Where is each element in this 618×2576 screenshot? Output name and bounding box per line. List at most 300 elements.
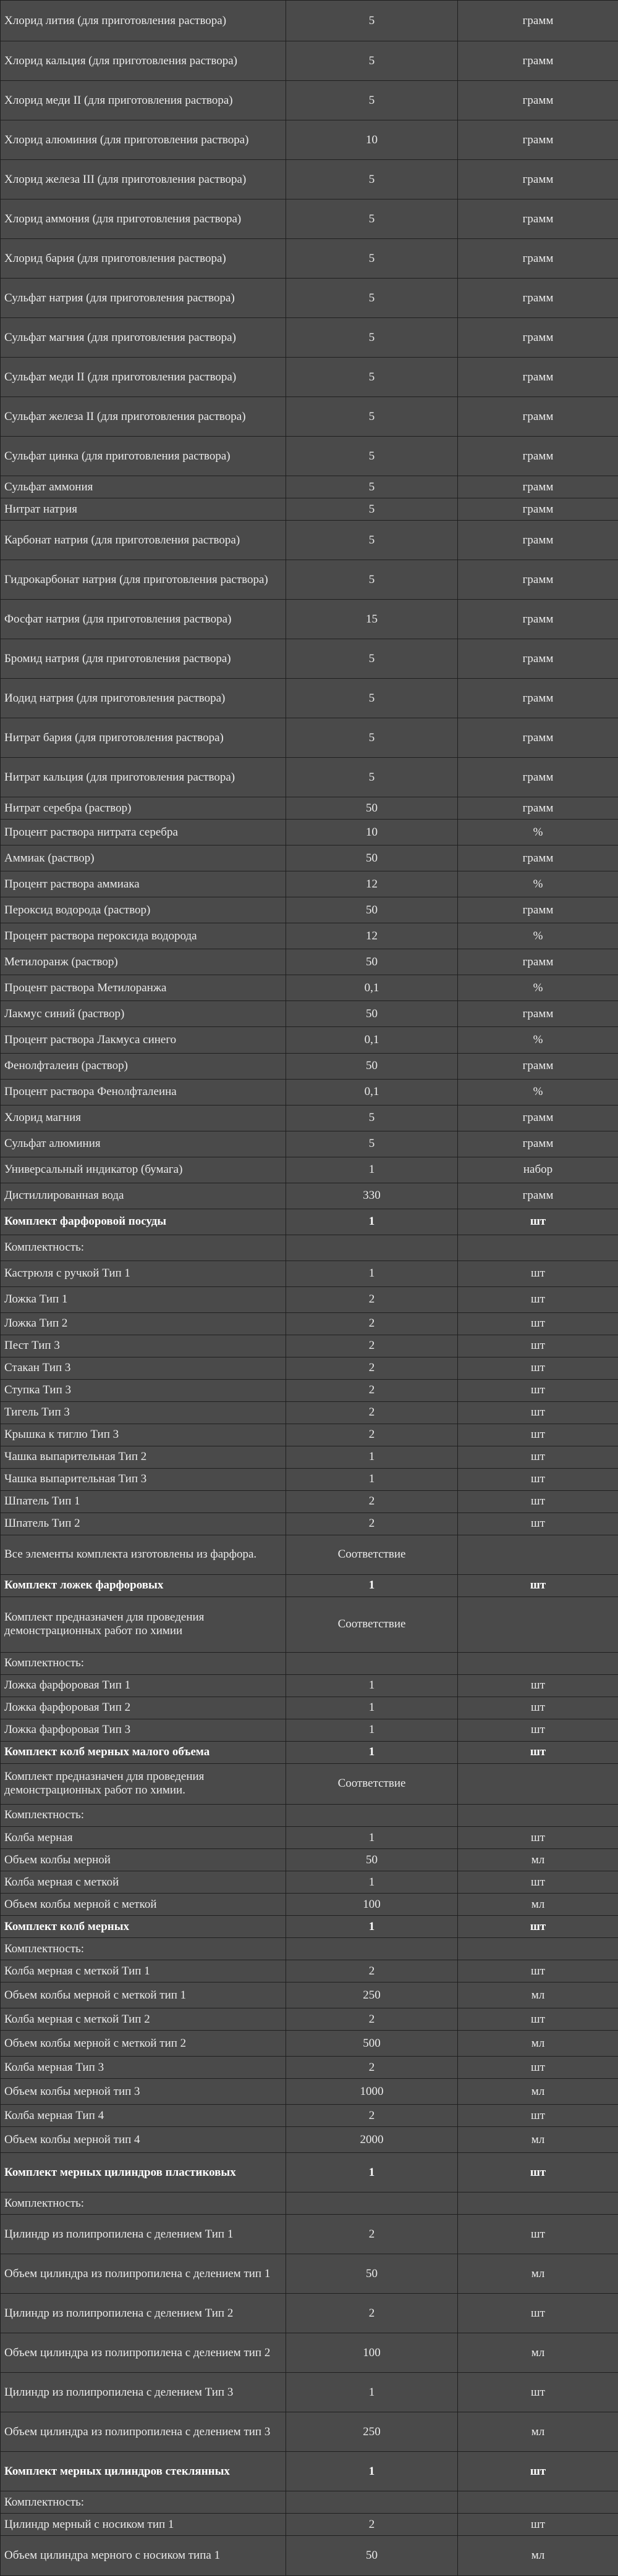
table-row (1, 2008, 618, 2031)
item-name-cell: Дистиллированная вода (1, 1183, 286, 1209)
unit-cell: грамм (458, 845, 618, 871)
unit-cell: % (458, 975, 618, 1001)
table-row (1, 1401, 618, 1424)
table-row (1, 871, 618, 897)
item-name-cell: Хлорид магния (1, 1105, 286, 1131)
quantity-cell: 5 (286, 521, 458, 560)
quantity-cell: 10 (286, 120, 458, 160)
quantity-cell: 1 (286, 1827, 458, 1849)
unit-cell: шт (458, 1871, 618, 1894)
unit-cell: грамм (458, 279, 618, 318)
table-row (1, 1894, 618, 1916)
unit-cell: шт (458, 1468, 618, 1490)
item-name-cell: Ложка фарфоровая Тип 3 (1, 1719, 286, 1741)
table-row (1, 199, 618, 239)
table-row (1, 1335, 618, 1357)
unit-cell: грамм (458, 679, 618, 718)
table-row (1, 2412, 618, 2452)
table-row (1, 1490, 618, 1512)
item-name-cell: Тигель Тип 3 (1, 1401, 286, 1424)
item-name-cell: Карбонат натрия (для приготовления раствора) (1, 521, 286, 560)
unit-cell: шт (458, 1335, 618, 1357)
unit-cell: грамм (458, 1105, 618, 1131)
quantity-cell: 50 (286, 1053, 458, 1079)
item-name-cell: Процент раствора пероксида водорода (1, 923, 286, 949)
table-row (1, 279, 618, 318)
unit-cell: мл (458, 2412, 618, 2452)
table-row (1, 160, 618, 199)
quantity-cell: 50 (286, 897, 458, 923)
table-row (1, 2333, 618, 2373)
item-name-cell: Кастрюля с ручкой Тип 1 (1, 1261, 286, 1286)
item-name-cell: Нитрат натрия (1, 498, 286, 521)
unit-cell: % (458, 1027, 618, 1053)
table-row (1, 845, 618, 871)
unit-cell: грамм (458, 797, 618, 820)
item-name-cell: Нитрат бария (для приготовления раствора) (1, 718, 286, 758)
table-row (1, 1079, 618, 1105)
item-name-cell: Колба мерная (1, 1827, 286, 1849)
unit-cell: грамм (458, 41, 618, 81)
table-row (1, 120, 618, 160)
table-row (1, 1, 618, 41)
item-name-cell: Гидрокарбонат натрия (для приготовления раствора) (1, 560, 286, 600)
quantity-cell: 10 (286, 820, 458, 845)
table-row (1, 318, 618, 358)
table-row (1, 1763, 618, 1804)
item-name-cell: Стакан Тип 3 (1, 1357, 286, 1379)
unit-cell: шт (458, 1490, 618, 1512)
item-name-cell: Комплектность: (1, 1938, 286, 1960)
item-name-cell: Колба мерная с меткой Тип 2 (1, 2008, 286, 2031)
table-row (1, 1804, 618, 1826)
item-name-cell: Сульфат алюминия (1, 1131, 286, 1157)
item-name-cell: Цилиндр из полипропилена с делением Тип 1 (1, 2215, 286, 2254)
quantity-cell: 5 (286, 498, 458, 521)
unit-cell: грамм (458, 437, 618, 476)
quantity-cell: 5 (286, 639, 458, 679)
table-row (1, 2536, 618, 2576)
quantity-cell (286, 1652, 458, 1674)
table-row (1, 476, 618, 498)
item-name-cell: Лакмус синий (раствор) (1, 1001, 286, 1027)
table-row (1, 1719, 618, 1741)
quantity-cell: Соответствие (286, 1535, 458, 1574)
item-name-cell: Комплект колб мерных (1, 1916, 286, 1938)
table-row (1, 1982, 618, 2008)
quantity-cell: 5 (286, 41, 458, 81)
quantity-cell: 5 (286, 81, 458, 120)
table-section-row (1, 1209, 618, 1235)
quantity-cell: 250 (286, 2412, 458, 2452)
table-row (1, 358, 618, 397)
unit-cell: грамм (458, 600, 618, 639)
item-name-cell: Цилиндр из полипропилена с делением Тип 2 (1, 2294, 286, 2333)
quantity-cell: 1000 (286, 2079, 458, 2105)
quantity-cell: 2 (286, 1357, 458, 1379)
quantity-cell: 100 (286, 1894, 458, 1916)
table-row (1, 1183, 618, 1209)
quantity-cell: 5 (286, 199, 458, 239)
item-name-cell: Объем колбы мерной с меткой тип 1 (1, 1982, 286, 2008)
item-name-cell: Колба мерная с меткой (1, 1871, 286, 1894)
quantity-cell: 15 (286, 600, 458, 639)
quantity-cell: 50 (286, 2254, 458, 2294)
table-row (1, 1674, 618, 1697)
table-section-row (1, 1574, 618, 1596)
table-row (1, 797, 618, 820)
quantity-cell: 2 (286, 1286, 458, 1312)
item-name-cell: Комплект фарфоровой посуды (1, 1209, 286, 1235)
item-name-cell: Комплектность: (1, 1235, 286, 1261)
quantity-cell: 1 (286, 1719, 458, 1741)
table-row (1, 718, 618, 758)
unit-cell: шт (458, 1674, 618, 1697)
item-name-cell: Хлорид железа III (для приготовления раствора) (1, 160, 286, 199)
unit-cell: шт (458, 2452, 618, 2491)
table-row (1, 1512, 618, 1535)
table-row (1, 1652, 618, 1674)
item-name-cell: Процент раствора аммиака (1, 871, 286, 897)
table-row (1, 1938, 618, 1960)
item-name-cell: Ложка фарфоровая Тип 2 (1, 1697, 286, 1719)
quantity-cell: 1 (286, 1574, 458, 1596)
quantity-cell: 2 (286, 2514, 458, 2536)
item-name-cell: Объем колбы мерной с меткой тип 2 (1, 2031, 286, 2057)
item-name-cell: Хлорид бария (для приготовления раствора) (1, 239, 286, 279)
table-row (1, 820, 618, 845)
unit-cell: шт (458, 2215, 618, 2254)
table-row (1, 949, 618, 975)
unit-cell (458, 2491, 618, 2514)
item-name-cell: Объем цилиндра мерного с носиком типа 1 (1, 2536, 286, 2576)
unit-cell: грамм (458, 476, 618, 498)
quantity-cell: 5 (286, 1, 458, 41)
unit-cell: шт (458, 1916, 618, 1938)
item-name-cell: Цилиндр мерный с носиком тип 1 (1, 2514, 286, 2536)
item-name-cell: Нитрат серебра (раствор) (1, 797, 286, 820)
item-name-cell: Шпатель Тип 2 (1, 1512, 286, 1535)
table-row (1, 897, 618, 923)
unit-cell (458, 1763, 618, 1804)
table-row (1, 1235, 618, 1261)
quantity-cell: 2 (286, 2008, 458, 2031)
quantity-cell: 50 (286, 797, 458, 820)
quantity-cell: 2 (286, 1401, 458, 1424)
quantity-cell: 2000 (286, 2127, 458, 2153)
table-row (1, 2057, 618, 2079)
table-row (1, 1379, 618, 1401)
quantity-cell: 2 (286, 1424, 458, 1446)
item-name-cell: Объем колбы мерной тип 4 (1, 2127, 286, 2153)
quantity-cell (286, 1938, 458, 1960)
quantity-cell: 1 (286, 1261, 458, 1286)
table-section-row (1, 1741, 618, 1763)
table-row (1, 679, 618, 718)
table-row (1, 975, 618, 1001)
unit-cell: грамм (458, 358, 618, 397)
unit-cell: шт (458, 2153, 618, 2192)
item-name-cell: Сульфат цинка (для приготовления раствора) (1, 437, 286, 476)
quantity-cell: 1 (286, 1674, 458, 1697)
unit-cell: шт (458, 1827, 618, 1849)
quantity-cell: 50 (286, 1001, 458, 1027)
unit-cell: % (458, 871, 618, 897)
unit-cell: шт (458, 2008, 618, 2031)
unit-cell: мл (458, 2031, 618, 2057)
table-row (1, 498, 618, 521)
quantity-cell: 50 (286, 1849, 458, 1871)
unit-cell: шт (458, 1286, 618, 1312)
unit-cell: шт (458, 2105, 618, 2127)
unit-cell: % (458, 1079, 618, 1105)
table-row (1, 2294, 618, 2333)
table-row (1, 2491, 618, 2514)
unit-cell (458, 1596, 618, 1652)
item-name-cell: Хлорид меди II (для приготовления раствора) (1, 81, 286, 120)
quantity-cell: 5 (286, 758, 458, 797)
unit-cell: грамм (458, 1001, 618, 1027)
unit-cell: шт (458, 1312, 618, 1335)
item-name-cell: Процент раствора Метилоранжа (1, 975, 286, 1001)
item-name-cell: Колба мерная Тип 4 (1, 2105, 286, 2127)
quantity-cell: 5 (286, 1105, 458, 1131)
unit-cell: мл (458, 2079, 618, 2105)
item-name-cell: Объем цилиндра из полипропилена с делением тип 2 (1, 2333, 286, 2373)
quantity-cell: 50 (286, 2536, 458, 2576)
quantity-cell: 2 (286, 1379, 458, 1401)
quantity-cell: 2 (286, 1312, 458, 1335)
table-row (1, 639, 618, 679)
table-row (1, 1827, 618, 1849)
item-name-cell: Хлорид аммония (для приготовления раствора) (1, 199, 286, 239)
quantity-cell: 2 (286, 2215, 458, 2254)
quantity-cell: 1 (286, 1468, 458, 1490)
quantity-cell: 5 (286, 437, 458, 476)
quantity-cell: 5 (286, 1131, 458, 1157)
table-row (1, 1261, 618, 1286)
unit-cell (458, 1535, 618, 1574)
item-name-cell: Объем цилиндра из полипропилена с делением тип 3 (1, 2412, 286, 2452)
table-row (1, 397, 618, 437)
unit-cell: шт (458, 1697, 618, 1719)
quantity-cell (286, 2491, 458, 2514)
table-row (1, 560, 618, 600)
unit-cell: шт (458, 1357, 618, 1379)
item-name-cell: Процент раствора нитрата серебра (1, 820, 286, 845)
quantity-cell: 250 (286, 1982, 458, 2008)
item-name-cell: Чашка выпарительная Тип 2 (1, 1446, 286, 1468)
table-row (1, 2254, 618, 2294)
quantity-cell: 5 (286, 476, 458, 498)
quantity-cell: 5 (286, 160, 458, 199)
quantity-cell: 5 (286, 397, 458, 437)
unit-cell: мл (458, 2536, 618, 2576)
item-name-cell: Процент раствора Фенолфталеина (1, 1079, 286, 1105)
unit-cell: грамм (458, 1053, 618, 1079)
quantity-cell: 5 (286, 358, 458, 397)
quantity-cell: 100 (286, 2333, 458, 2373)
item-name-cell: Комплектность: (1, 1652, 286, 1674)
unit-cell: шт (458, 1401, 618, 1424)
item-name-cell: Фенолфталеин (раствор) (1, 1053, 286, 1079)
item-name-cell: Сульфат магния (для приготовления раствора) (1, 318, 286, 358)
unit-cell: мл (458, 1982, 618, 2008)
item-name-cell: Иодид натрия (для приготовления раствора) (1, 679, 286, 718)
quantity-cell: Соответствие (286, 1596, 458, 1652)
table-row (1, 923, 618, 949)
unit-cell (458, 2192, 618, 2215)
quantity-cell: 50 (286, 949, 458, 975)
item-name-cell: Шпатель Тип 1 (1, 1490, 286, 1512)
quantity-cell: 1 (286, 2452, 458, 2491)
unit-cell: мл (458, 1849, 618, 1871)
unit-cell: грамм (458, 239, 618, 279)
item-name-cell: Чашка выпарительная Тип 3 (1, 1468, 286, 1490)
unit-cell: шт (458, 2373, 618, 2412)
item-name-cell: Комплект предназначен для проведения демонстрационных работ по химии (1, 1596, 286, 1652)
table-row (1, 2373, 618, 2412)
quantity-cell (286, 1235, 458, 1261)
item-name-cell: Сульфат меди II (для приготовления раствора) (1, 358, 286, 397)
quantity-cell: 330 (286, 1183, 458, 1209)
quantity-cell: 1 (286, 1916, 458, 1938)
table-row (1, 1424, 618, 1446)
unit-cell: грамм (458, 1, 618, 41)
table-section-row (1, 2452, 618, 2491)
table-row (1, 2105, 618, 2127)
table-row (1, 1697, 618, 1719)
quantity-cell: 5 (286, 239, 458, 279)
item-name-cell: Объем колбы мерной (1, 1849, 286, 1871)
unit-cell: % (458, 820, 618, 845)
unit-cell: шт (458, 1424, 618, 1446)
unit-cell: шт (458, 2294, 618, 2333)
quantity-cell: 12 (286, 871, 458, 897)
unit-cell: шт (458, 1209, 618, 1235)
quantity-cell: 2 (286, 1512, 458, 1535)
table-row (1, 1960, 618, 1982)
table-row (1, 1312, 618, 1335)
item-name-cell: Колба мерная Тип 3 (1, 2057, 286, 2079)
table-row (1, 600, 618, 639)
item-name-cell: Универсальный индикатор (бумага) (1, 1157, 286, 1183)
unit-cell: грамм (458, 521, 618, 560)
quantity-cell: 1 (286, 1697, 458, 1719)
item-name-cell: Сульфат аммония (1, 476, 286, 498)
table-row (1, 2192, 618, 2215)
unit-cell (458, 1938, 618, 1960)
item-name-cell: Пероксид водорода (раствор) (1, 897, 286, 923)
item-name-cell: Хлорид кальция (для приготовления раствора) (1, 41, 286, 81)
table-row (1, 1027, 618, 1053)
quantity-cell: 1 (286, 1871, 458, 1894)
table-row (1, 2079, 618, 2105)
item-name-cell: Пест Тип 3 (1, 1335, 286, 1357)
table-row (1, 1446, 618, 1468)
item-name-cell: Крышка к тиглю Тип 3 (1, 1424, 286, 1446)
item-name-cell: Бромид натрия (для приготовления раствора) (1, 639, 286, 679)
unit-cell: грамм (458, 897, 618, 923)
quantity-cell: 2 (286, 1960, 458, 1982)
table-row (1, 1535, 618, 1574)
unit-cell: мл (458, 2127, 618, 2153)
item-name-cell: Комплект мерных цилиндров пластиковых (1, 2153, 286, 2192)
quantity-cell: 5 (286, 318, 458, 358)
item-name-cell: Процент раствора Лакмуса синего (1, 1027, 286, 1053)
table-row (1, 1596, 618, 1652)
unit-cell: мл (458, 2254, 618, 2294)
unit-cell: грамм (458, 949, 618, 975)
table-row (1, 1357, 618, 1379)
unit-cell: грамм (458, 160, 618, 199)
quantity-cell: 5 (286, 560, 458, 600)
item-name-cell: Цилиндр из полипропилена с делением Тип 3 (1, 2373, 286, 2412)
item-name-cell: Аммиак (раствор) (1, 845, 286, 871)
table-row (1, 1849, 618, 1871)
table-row (1, 2215, 618, 2254)
table-row (1, 239, 618, 279)
table-row (1, 2514, 618, 2536)
table-section-row (1, 2153, 618, 2192)
unit-cell: грамм (458, 397, 618, 437)
quantity-cell: 500 (286, 2031, 458, 2057)
item-name-cell: Сульфат железа II (для приготовления раствора) (1, 397, 286, 437)
quantity-cell: 5 (286, 679, 458, 718)
quantity-cell: 2 (286, 1335, 458, 1357)
item-name-cell: Комплектность: (1, 2491, 286, 2514)
table-row (1, 2031, 618, 2057)
item-name-cell: Метилоранж (раствор) (1, 949, 286, 975)
item-name-cell: Хлорид лития (для приготовления раствора) (1, 1, 286, 41)
unit-cell: шт (458, 1741, 618, 1763)
unit-cell (458, 1804, 618, 1826)
table-row (1, 1001, 618, 1027)
unit-cell: грамм (458, 1131, 618, 1157)
table-row (1, 2127, 618, 2153)
item-name-cell: Колба мерная с меткой Тип 1 (1, 1960, 286, 1982)
item-name-cell: Ложка фарфоровая Тип 1 (1, 1674, 286, 1697)
table-section-row (1, 1916, 618, 1938)
table-row (1, 1468, 618, 1490)
quantity-cell: 50 (286, 845, 458, 871)
unit-cell: грамм (458, 1183, 618, 1209)
quantity-cell: 5 (286, 718, 458, 758)
quantity-cell: 1 (286, 2373, 458, 2412)
unit-cell (458, 1235, 618, 1261)
unit-cell: грамм (458, 758, 618, 797)
table-row (1, 758, 618, 797)
unit-cell: грамм (458, 498, 618, 521)
quantity-cell: 2 (286, 2294, 458, 2333)
unit-cell: мл (458, 1894, 618, 1916)
unit-cell: шт (458, 1261, 618, 1286)
quantity-cell: 1 (286, 1446, 458, 1468)
table-row (1, 1871, 618, 1894)
table-row (1, 1131, 618, 1157)
quantity-cell: 0,1 (286, 975, 458, 1001)
item-name-cell: Ложка Тип 2 (1, 1312, 286, 1335)
quantity-cell (286, 1804, 458, 1826)
quantity-cell: 1 (286, 1741, 458, 1763)
quantity-cell: 1 (286, 1209, 458, 1235)
item-name-cell: Объем колбы мерной тип 3 (1, 2079, 286, 2105)
item-name-cell: Все элементы комплекта изготовлены из фарфора. (1, 1535, 286, 1574)
unit-cell: грамм (458, 718, 618, 758)
quantity-cell (286, 2192, 458, 2215)
unit-cell: набор (458, 1157, 618, 1183)
item-name-cell: Комплектность: (1, 1804, 286, 1826)
